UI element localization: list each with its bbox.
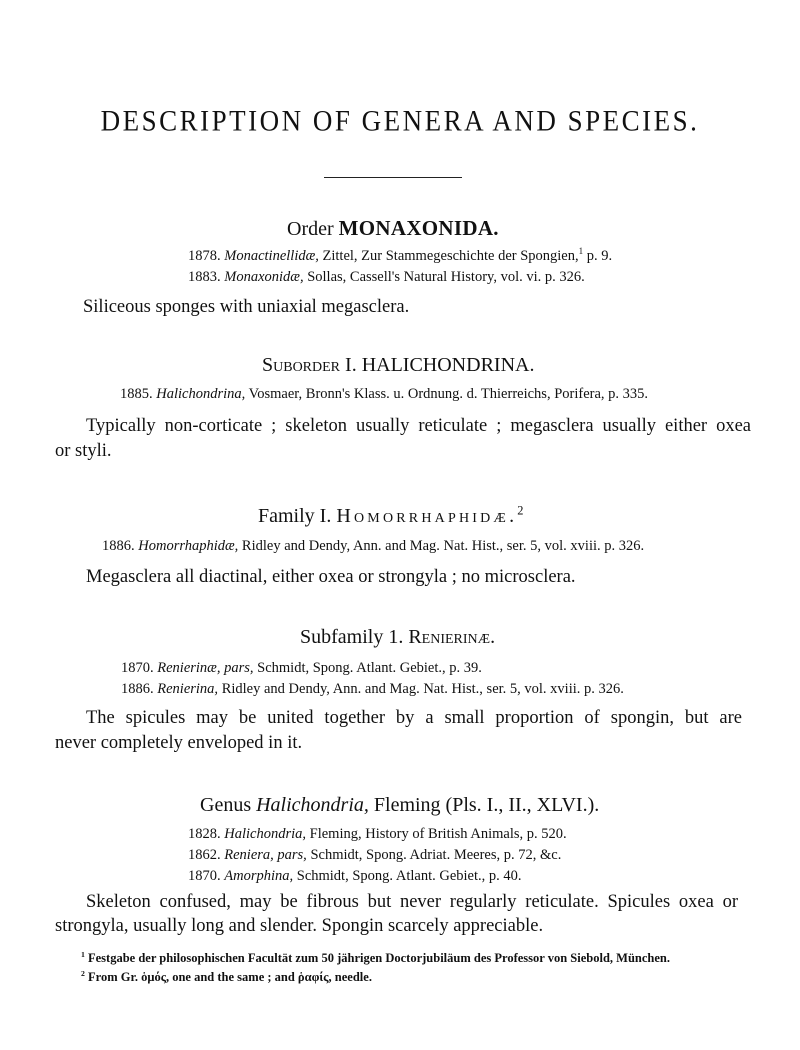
subfamily-prefix: Subfamily 1. <box>300 626 404 648</box>
order-heading <box>287 216 499 241</box>
family-name: Homorrhaphidæ. <box>336 505 518 527</box>
genus-description-line1: Skeleton confused, may be fibrous but never regularly reticulate. Spicules oxea or <box>86 892 738 912</box>
synonym-taxon: Homorrhaphidæ, <box>138 538 239 554</box>
order-description: Siliceous sponges with uniaxial megasclera. <box>83 297 410 317</box>
synonym-line <box>188 248 612 265</box>
synonym-year: 1885. <box>120 386 153 402</box>
synonym-year: 1870. <box>188 868 221 884</box>
synonym-taxon: Renierina, <box>157 681 219 697</box>
synonym-ref: Vosmaer, Bronn's Klass. u. Ordnung. d. Thierreichs, Porifera, p. 335. <box>248 386 649 402</box>
footnote-ref: 2 <box>517 503 524 518</box>
synonym-taxon: Halichondria, <box>224 826 307 842</box>
synonym-ref-tail: p. 9. <box>586 248 613 264</box>
suborder-description-line1: Typically non-corticate ; skeleton usually reticulate ; megasclera usually either oxea <box>86 416 751 436</box>
synonym-ref: Zittel, Zur Stammegeschichte der Spongien, <box>322 248 579 264</box>
suborder-prefix: Suborder <box>262 354 341 376</box>
synonym-ref: Sollas, Cassell's Natural History, vol. vi. p. 326. <box>307 269 585 285</box>
synonym-year: 1878. <box>188 248 221 264</box>
synonym-taxon: Monactinellidæ, <box>224 248 319 264</box>
synonym-line <box>188 826 567 843</box>
footnote-2 <box>81 970 372 985</box>
genus-rest: Fleming (Pls. I., II., XLVI.). <box>373 794 600 816</box>
title-divider <box>324 177 462 178</box>
family-heading <box>258 505 523 528</box>
footnote-text: Festgabe der philosophischen Facultät zum 50 jährigen Doctorjubiläum des Professor von Siebold, München. <box>88 951 670 965</box>
genus-description-line2: strongyla, usually long and slender. Spongin scarcely appreciable. <box>55 916 544 936</box>
suborder-name: I. HALICHONDRINA. <box>345 354 535 376</box>
suborder-heading <box>262 354 534 377</box>
footnote-1 <box>81 951 670 966</box>
synonym-taxon: Halichondrina, <box>156 386 246 402</box>
synonym-year: 1828. <box>188 826 221 842</box>
order-name: MONAXONIDA. <box>338 216 499 240</box>
suborder-description-line2: or styli. <box>55 441 112 461</box>
synonym-year: 1886. <box>121 681 154 697</box>
synonym-ref: Ridley and Dendy, Ann. and Mag. Nat. Hist., ser. 5, vol. xviii. p. 326. <box>241 538 645 554</box>
subfamily-name: Renierinæ. <box>408 626 496 648</box>
footnote-mark: 2 <box>81 968 85 978</box>
page-title: DESCRIPTION OF GENERA AND SPECIES. <box>100 104 700 138</box>
footnote-mark: 1 <box>81 949 85 959</box>
subfamily-heading <box>300 626 495 649</box>
synonym-line <box>188 847 561 864</box>
order-prefix: Order <box>287 218 334 240</box>
genus-prefix: Genus <box>200 794 252 816</box>
synonym-line <box>121 660 482 677</box>
subfamily-description-line1: The spicules may be united together by a small proportion of spongin, but are <box>86 708 742 728</box>
synonym-line <box>188 868 522 885</box>
footnote-ref: 1 <box>578 246 584 257</box>
synonym-year: 1862. <box>188 847 221 863</box>
family-prefix: Family I. <box>258 505 332 527</box>
subfamily-description-line2: never completely enveloped in it. <box>55 733 303 753</box>
synonym-year: 1883. <box>188 269 221 285</box>
footnote-text: From Gr. ὁμός, one and the same ; and ῥαφίς, needle. <box>88 970 372 984</box>
synonym-ref: Schmidt, Spong. Atlant. Gebiet., p. 40. <box>296 868 522 884</box>
synonym-ref: Schmidt, Spong. Adriat. Meeres, p. 72, &c. <box>310 847 562 863</box>
synonym-taxon: Monaxonidæ, <box>224 269 304 285</box>
synonym-year: 1886. <box>102 538 135 554</box>
synonym-line <box>102 538 644 555</box>
synonym-line <box>120 386 648 403</box>
synonym-taxon: Reniera, pars, <box>224 847 307 863</box>
synonym-ref: Schmidt, Spong. Atlant. Gebiet., p. 39. <box>257 660 482 676</box>
synonym-taxon: Amorphina, <box>224 868 294 884</box>
synonym-line <box>188 269 585 286</box>
synonym-ref: Fleming, History of British Animals, p. 520. <box>309 826 567 842</box>
synonym-line <box>121 681 624 698</box>
genus-heading <box>200 794 599 817</box>
synonym-ref: Ridley and Dendy, Ann. and Mag. Nat. Hist., ser. 5, vol. xviii. p. 326. <box>221 681 624 697</box>
synonym-year: 1870. <box>121 660 154 676</box>
genus-name: Halichondria, <box>256 794 369 816</box>
synonym-taxon: Renierinæ, pars, <box>157 660 254 676</box>
family-description: Megasclera all diactinal, either oxea or strongyla ; no microsclera. <box>86 567 576 587</box>
